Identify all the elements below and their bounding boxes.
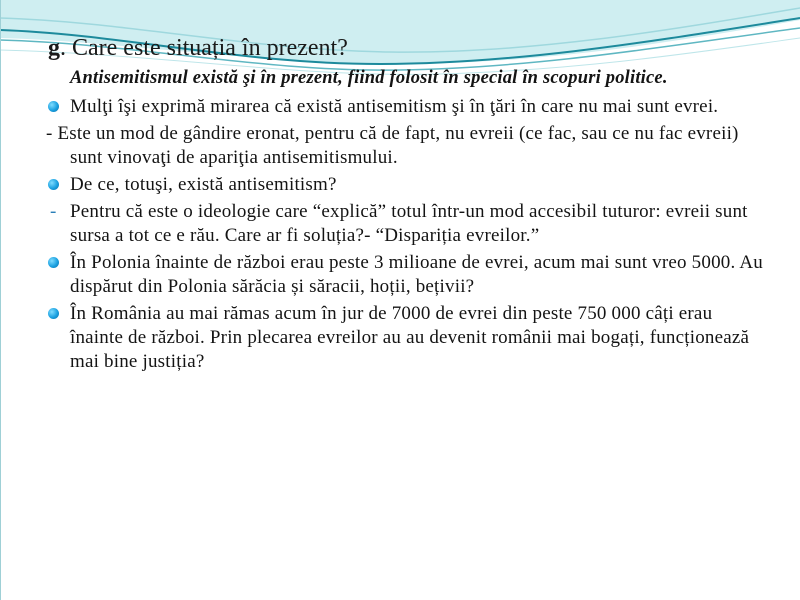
bullet-item [46, 302, 766, 374]
dash-bullet-icon: - [50, 201, 57, 222]
title-text: . Care este situația în prezent? [60, 35, 348, 61]
bullet-item [46, 251, 766, 299]
bullet-text: De ce, totuşi, există antisemitism? [70, 174, 337, 195]
dash-bullet-item [46, 200, 766, 248]
bullet-item [46, 95, 766, 119]
bullet-icon [48, 308, 59, 319]
slide-title [48, 34, 348, 62]
bullet-icon [48, 257, 59, 268]
intro-paragraph: Antisemitismul există şi în prezent, fiind folosit în special în scopuri politice. [70, 68, 668, 88]
slide-left-border [0, 0, 1, 600]
slide-body [46, 66, 766, 377]
bullet-icon [48, 101, 59, 112]
bullet-text: Mulţi îşi exprimă mirarea că există antisemitism şi în ţări în care nu mai sunt evrei. [70, 96, 719, 117]
bullet-text: În România au mai rămas acum în jur de 7000 de evrei din peste 750 000 câți erau înainte de război. Prin plecarea evreilor au au devenit românii mai bogați, funcționează mai bine justiția? [70, 303, 750, 372]
dash-paragraph: - Este un mod de gândire eronat, pentru că de fapt, nu evreii (ce fac, sau ce nu fac evreii) sunt vinovaţi de apariţia antisemitismului. [46, 123, 739, 168]
bullet-text: Pentru că este o ideologie care “explică” totul într-un mod accesibil tuturor: evreii sunt sursa a tot ce e rău. Care ar fi soluția?- “Dispariția evreilor.” [70, 201, 748, 246]
title-letter: g [48, 35, 60, 61]
bullet-icon [48, 179, 59, 190]
bullet-text: În Polonia înainte de război erau peste 3 milioane de evrei, acum mai sunt vreo 5000. Au dispărut din Polonia sărăcia și săracii, hoții, bețivii? [70, 252, 763, 297]
bullet-item [46, 173, 766, 197]
